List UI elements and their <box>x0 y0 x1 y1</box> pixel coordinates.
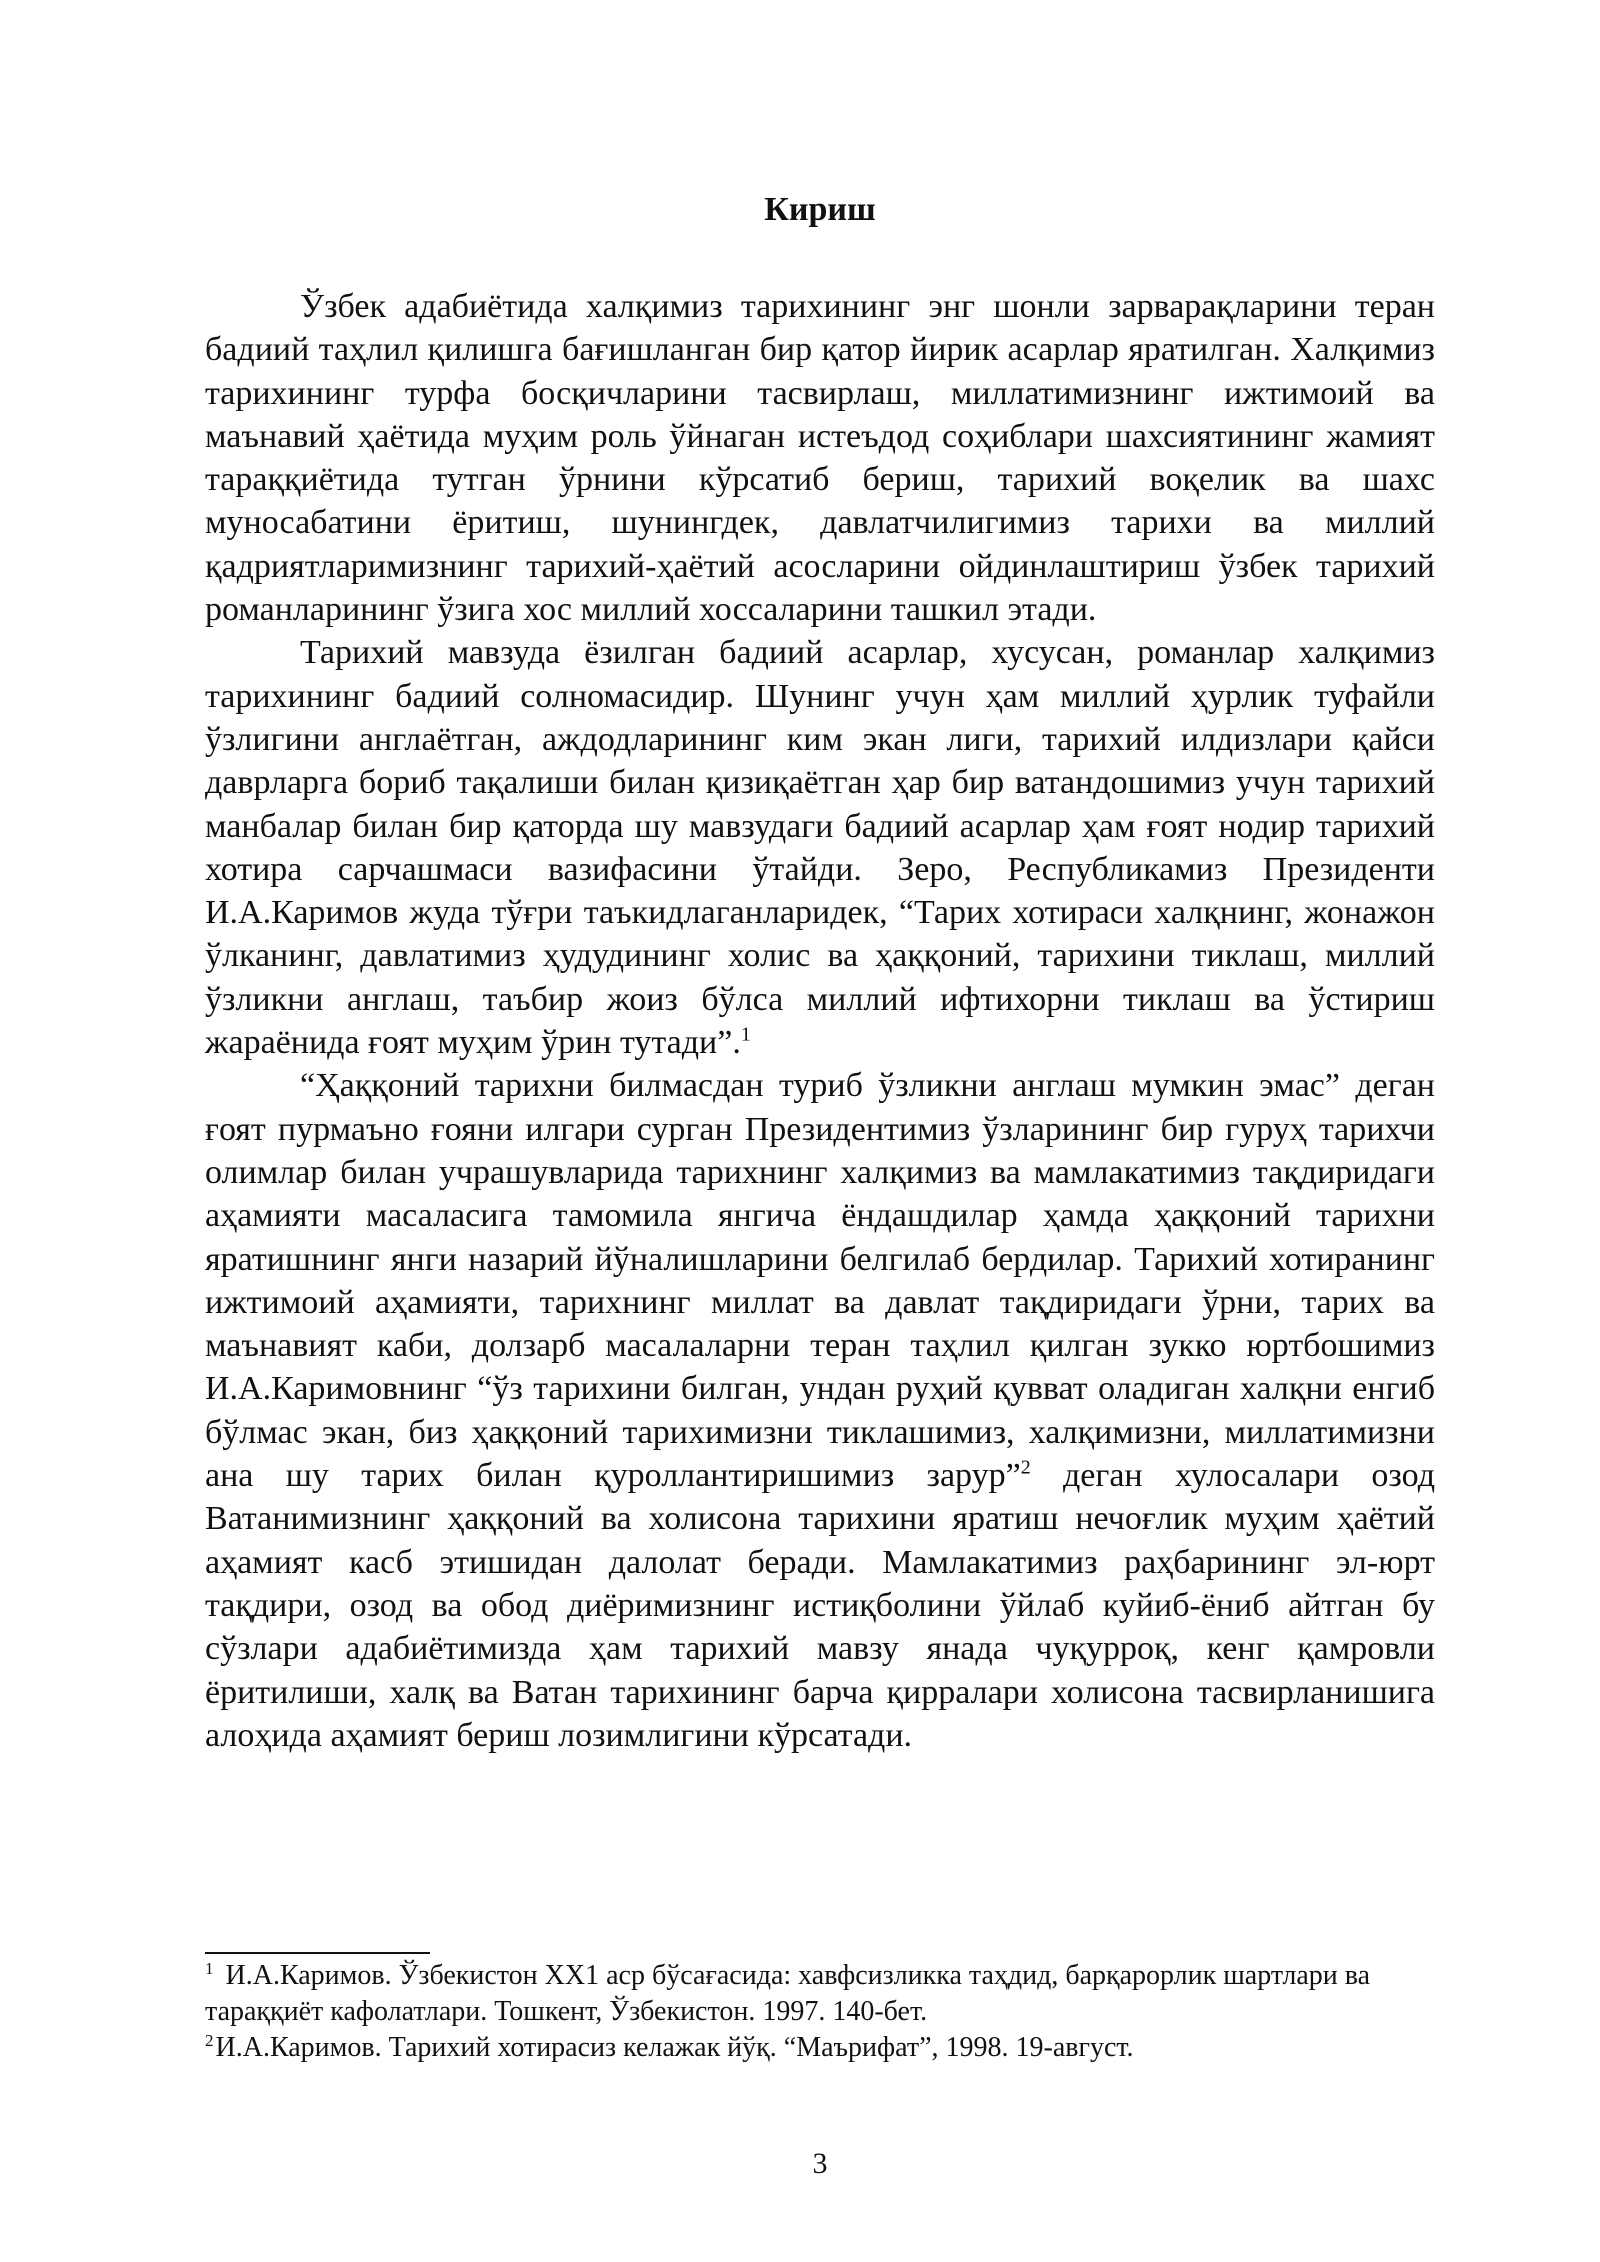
footnote-separator <box>205 1952 430 1954</box>
paragraph-3 <box>205 1064 1435 1757</box>
footnote-2-text: И.А.Каримов. Тарихий хотирасиз келажак йўқ. “Маърифат”, 1998. 19-август. <box>215 2032 1134 2063</box>
page-title: Кириш <box>764 191 876 228</box>
paragraph-2 <box>205 631 1435 1064</box>
footnote-ref-1: 1 <box>740 1023 751 1046</box>
page-number: 3 <box>812 2147 828 2180</box>
footnote-1: 1 И.А.Каримов. Ўзбекистон ХХ1 аср бўсағасида: хавфсизликка таҳдид, барқарорлик шартлари ва тараққиёт кафолатлари. Тошкент, Ўзбекистон. 1997. 140-бет. <box>205 1958 1371 2027</box>
paragraph-2-text: Тарихий мавзуда ёзилган бадиий асарлар, хусусан, романлар халқимиз тарихининг бадиий солномасидир. Шунинг учун ҳам миллий ҳурлик туфайли ўзлигини англаётган, аждодларининг ким экан лиги, тарихий илдизлари қайси даврларга бориб тақалиши билан қизиқаётган ҳар бир ватандошимиз учун тарихий манбалар билан бир қаторда шу мавзудаги бадиий асарлар ҳам ғоят нодир тарихий хотира сарчашмаси вазифасини ўтайди. Зеро, Республикамиз Президенти И.А.Каримов жуда тўғри таъкидлаганларидек, “Тарих хотираси халқнинг, жонажон ўлканинг, давлатимиз ҳудудининг холис ва ҳаққоний, тарихини тиклаш, миллий ўзликни англаш, таъбир жоиз бўлса миллий ифтихорни тиклаш ва ўстириш жараёнида ғоят муҳим ўрин тутади”. <box>205 634 1435 1062</box>
paragraph-1: Ўзбек адабиётида халқимиз тарихининг энг шонли зарварақларини теран бадиий таҳлил қилишга бағишланган бир қатор йирик асарлар яратилган. Халқимиз тарихининг турфа босқичларини тасвирлаш, миллатимизнинг ижтимоий ва маънавий ҳаётида муҳим роль ўйнаган истеъдод соҳиблари шахсиятининг жамият тараққиётида тутган ўрнини кўрсатиб бериш, тарихий воқелик ва шахс муносабатини ёритиш, шунингдек, давлатчилигимиз тарихи ва миллий қадриятларимизнинг тарихий-ҳаётий асосларини ойдинлаштириш ўзбек тарихий романларининг ўзига хос миллий хоссаларини ташкил этади. <box>205 288 1435 629</box>
body-text <box>205 285 1435 1757</box>
footnote-1-text: И.А.Каримов. Ўзбекистон ХХ1 аср бўсағасида: хавфсизликка таҳдид, барқарорлик шартлари ва тараққиёт кафолатлари. Тошкент, Ўзбекистон. 1997. 140-бет. <box>205 1960 1371 2027</box>
footnotes <box>205 1958 1435 2066</box>
paragraph-3-text-before: “Ҳаққоний тарихни билмасдан туриб ўзликни англаш мумкин эмас” деган ғоят пурмаъно ғояни илгари сурган Президентимиз ўзларининг бир гуруҳ тарихчи олимлар билан учрашувларида тарихнинг халқимиз ва мамлакатимиз тақдиридаги аҳамияти масаласига тамомила янгича ёндашдилар ҳамда ҳаққоний тарихни яратишнинг янги назарий йўналишларини белгилаб бердилар. Тарихий хотиранинг ижтимоий аҳамияти, тарихнинг миллат ва давлат тақдиридаги ўрни, тарих ва маънавият каби, долзарб масалаларни теран таҳлил қилган зукко юртбошимиз И.А.Каримовнинг “ўз тарихини билган, ундан руҳий қувват оладиган халқни енгиб бўлмас экан, биз ҳаққоний тарихимизни тиклашимиз, халқимизни, миллатимизни ана шу тарих билан қуроллантиришимиз зарур” <box>205 1067 1435 1495</box>
footnote-ref-2: 2 <box>1020 1456 1031 1479</box>
footnote-2: 2И.А.Каримов. Тарихий хотирасиз келажак йўқ. “Маърифат”, 1998. 19-август. <box>205 2030 1134 2063</box>
paragraph-3-text-after: деган хулосалари озод Ватанимизнинг ҳаққоний ва холисона тарихини яратиш нечоғлик муҳим ҳаётий аҳамият касб этишидан далолат беради. Мамлакатимиз раҳбарининг эл-юрт тақдири, озод ва обод диёримизнинг истиқболини ўйлаб куйиб-ёниб айтган бу сўзлари адабиётимизда ҳам тарихий мавзу янада чуқурроқ, кенг қамровли ёритилиши, халқ ва Ватан тарихининг барча қирралари холисона тасвирланишига алоҳида аҳамият бериш лозимлигини кўрсатади. <box>205 1457 1435 1754</box>
